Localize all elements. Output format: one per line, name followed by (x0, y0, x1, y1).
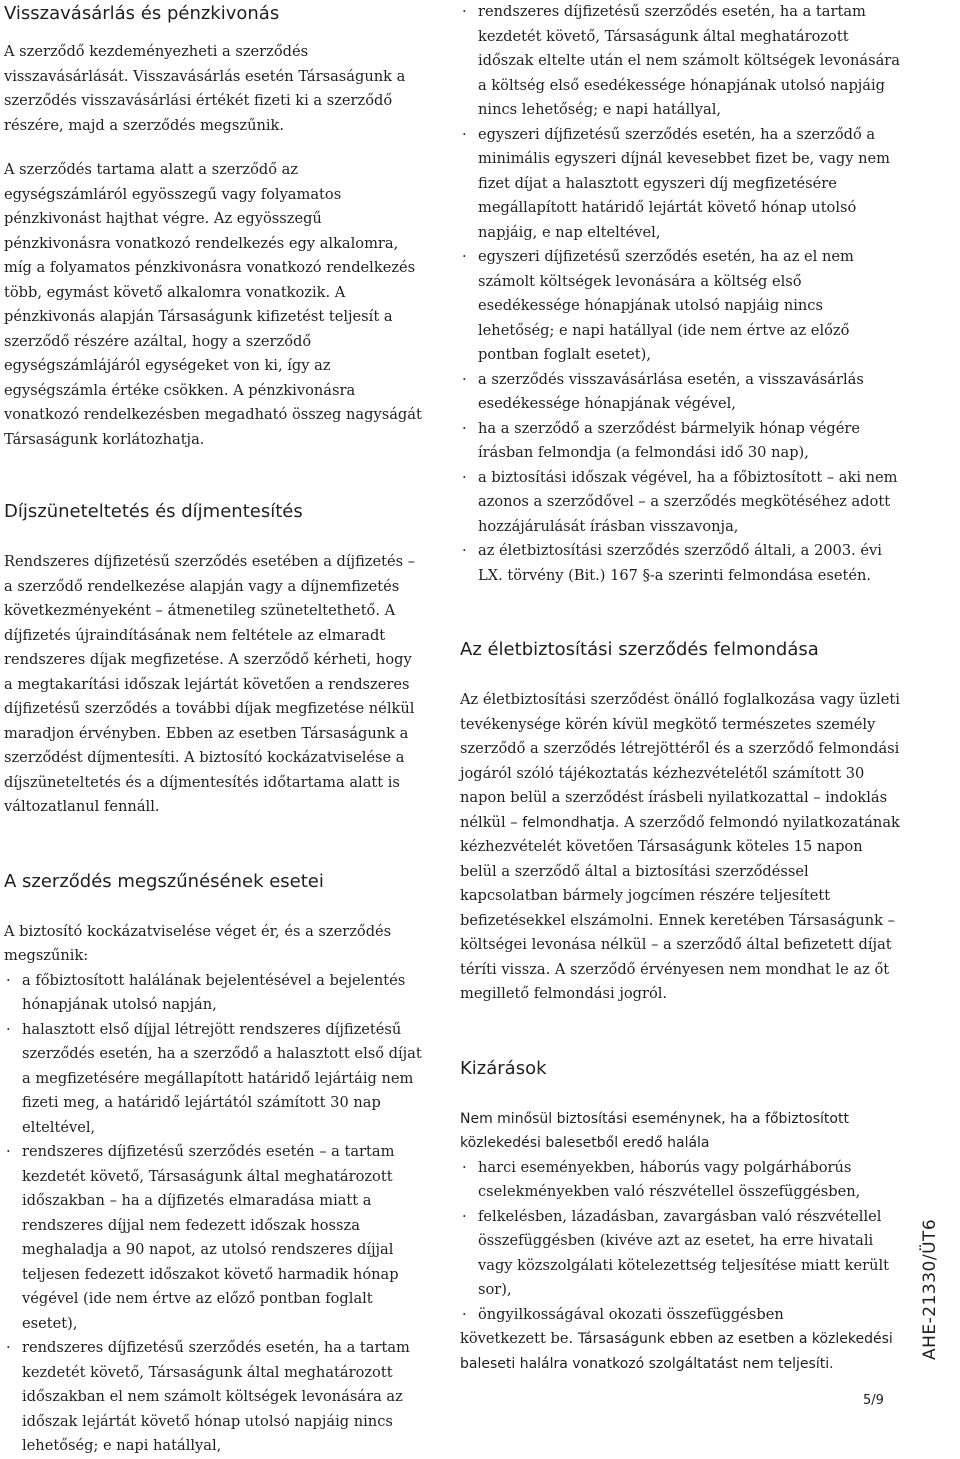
list-item: · rendszeres díjfizetésű szerződés esetén, ha a tartam kezdetét követő, Társaságunk által meghatározott időszakban el nem számolt költségek levonására az időszak lejártát követő hónap utolsó napjáig nincs lehetőség; e napi hatállyal, (4, 1336, 424, 1459)
bullet: · (6, 1339, 11, 1356)
list-item: · rendszeres díjfizetésű szerződés esetén – a tartam kezdetét követő, Társaságunk által meghatározott időszakban – ha a díjfizetés elmaradása miatt a rendszeres díjjal nem fedezett időszak hossza meghaladja a 90 napot, az utolsó rendszeres díjjal teljesen fedezett időszakot követő harmadik hónap végével (ide nem értve az előző pontban foglalt esetet), (4, 1140, 424, 1336)
bullet: · (462, 248, 467, 265)
paragraph: A szerződő kezdeményezheti a szerződés visszavásárlását. Visszavásárlás esetén Társaságunk a szerződés visszavásárlási értékét fizeti ki a szerződő részére, majd a szerződés megszűnik. (4, 43, 406, 134)
bullet: · (462, 1158, 467, 1176)
bullet: · (462, 3, 467, 20)
section-title-megszunes: A szerződés megszűnésének esetei (4, 870, 324, 892)
termination-list (4, 969, 424, 1459)
right-column (460, 0, 900, 1376)
list-item: · rendszeres díjfizetésű szerződés esetén, ha a tartam kezdetét követő, Társaságunk által meghatározott időszak eltelte után el nem számolt költségek levonására a költség első esedékessége hónapjának utolsó napjáig nincs lehetőség; e napi hatállyal, (460, 0, 900, 123)
bullet: · (462, 1207, 467, 1225)
bullet: · (462, 419, 467, 437)
list-item: · egyszeri díjfizetésű szerződés esetén, ha a szerződő a minimális egyszeri díjnál kevesebbet fizet be, vagy nem fizet díjat a halasztott egyszeri díj megfizetésére megállapított határidő lejártát követő hónap utolsó napjáig, e nap elteltével, (460, 123, 900, 246)
section-title-felmondas: Az életbiztosítási szerződés felmondása (460, 639, 819, 660)
bullet: · (462, 1305, 467, 1323)
bullet: · (6, 971, 11, 989)
list-item: · a szerződés visszavásárlása esetén, a visszavásárlás esedékessége hónapjának végével, (460, 368, 900, 417)
bullet: · (462, 542, 467, 559)
bullet: · (462, 125, 467, 143)
paragraph: Rendszeres díjfizetésű szerződés esetében a díjfizetés – a szerződő rendelkezése alapján vagy a díjnemfizetés következményeként – átmenetileg szüneteltethető. A díjfizetés újraindításának nem feltétele az elmaradt rendszeres díjak megfizetése. A szerződő kérheti, hogy a megtakarítási időszak lejártát követően a rendszeres díjfizetésű szerződés a további díjak megfizetése nélkül maradjon érvényben. Ebben az esetben Társaságunk a szerződést díjmentesíti. A biztosító kockázatviselése a díjszüneteltetés és a díjmentesítés időtartama alatt is változatlanul fennáll. (4, 553, 416, 815)
paragraph: A biztosító kockázatviselése véget ér, és a szerződés megszűnik: (4, 922, 392, 964)
list-item: · ha a szerződő a szerződést bármelyik hónap végére írásban felmondja (a felmondási idő 30 nap), (460, 417, 900, 466)
list-item: · az életbiztosítási szerződés szerződő általi, a 2003. évi LX. törvény (Bit.) 167 §-a szerinti felmondása esetén. (460, 539, 900, 588)
paragraph: Az életbiztosítási szerződést önálló foglalkozása vagy üzleti tevékenysége körén kívül megkötő természetes személy szerződő a szerződés létrejöttéről és a szerződő felmondási jogáról szóló tájékoztatás kézhezvételétől számított 30 napon belül a szerződést írásbeli nyilatkozattal – indoklás nélkül – felmondhatja. A szerződő felmondó nyilatkozatának kézhezvételét követően Társaságunk köteles 15 napon belül a szerződő által a biztosítási szerződéssel kapcsolatban bármely jogcímen részére teljesített befizetésekkel elszámolni. Ennek keretében Társaságunk – költségei levonása nélkül – a szerződő által befizetett díjat téríti vissza. A szerződő érvényesen nem mondhat le az őt megillető felmondási jogról. (460, 691, 900, 1002)
list-item: · halasztott első díjjal létrejött rendszeres díjfizetésű szerződés esetén, ha a szerződő a halasztott első díjat a megfizetésére megállapított határidő lejártáig nem fizeti meg, a határidő lejártától számított 30 nap elteltével, (4, 1018, 424, 1141)
left-column (4, 0, 424, 1459)
termination-list-continued (460, 0, 900, 588)
page-number: 5/9 (863, 1393, 884, 1408)
bullet: · (6, 1020, 11, 1038)
list-item: · felkelésben, lázadásban, zavargásban való részvétellel összefüggésben (kivéve azt az esetet, ha erre hivatali vagy közszolgálati kötelezettség teljesítése miatt került sor), (460, 1205, 900, 1303)
list-item: · öngyilkosságával okozati összefüggésben (460, 1303, 900, 1328)
list-item: · harci eseményekben, háborús vagy polgárháborús cselekményekben való részvétellel összefüggésben, (460, 1156, 900, 1205)
emphasis: Társaságunk ebben az esetben a közlekedési baleseti halálra vonatkozó szolgáltatást nem teljesíti. (460, 1331, 893, 1372)
bullet: · (462, 468, 467, 486)
list-item: · a főbiztosított halálának bejelentésével a bejelentés hónapjának utolsó napján, (4, 969, 424, 1018)
paragraph: következett be. Társaságunk ebben az esetben a közlekedési baleseti halálra vonatkozó szolgáltatást nem teljesíti. (460, 1330, 893, 1372)
section-title-visszavasarlas: Visszavásárlás és pénzkivonás (4, 3, 280, 24)
bullet: · (6, 1143, 11, 1160)
exclusions-list (460, 1156, 900, 1328)
document-code: AHE-21330/ÜT6 (920, 1218, 940, 1360)
exclusions-lead: Nem minősül biztosítási eseménynek, ha a főbiztosított közlekedési balesetből eredő halála (460, 1110, 849, 1151)
emphasis: felmondhatja. (522, 814, 620, 831)
section-title-kizarasok: Kizárások (460, 1057, 547, 1079)
list-item: · egyszeri díjfizetésű szerződés esetén, ha az el nem számolt költségek levonására a költség első esedékessége hónapjának utolsó napjáig nincs lehetőség; e napi hatállyal (ide nem értve az előző pontban foglalt esetet), (460, 245, 900, 368)
bullet: · (462, 370, 467, 388)
section-title-dijszuneteltetes: Díjszüneteltetés és díjmentesítés (4, 501, 303, 522)
paragraph: A szerződés tartama alatt a szerződő az egységszámláról egyösszegű vagy folyamatos pénzkivonást hajthat végre. Az egyösszegű pénzkivonásra vonatkozó rendelkezés egy alkalomra, míg a folyamatos pénzkivonásra vonatkozó rendelkezés több, egymást követő alkalomra vonatkozik. A pénzkivonás alapján Társaságunk kifizetést teljesít a szerződő részére azáltal, hogy a szerződő egységszámlájáról egységeket von ki, így az egységszámla értéke csökken. A pénzkivonásra vonatkozó rendelkezésben megadható összeg nagyságát Társaságunk korlátozhatja. (4, 161, 422, 448)
list-item: · a biztosítási időszak végével, ha a főbiztosított – aki nem azonos a szerződővel – a szerződés megkötéséhez adott hozzájárulását írásban visszavonja, (460, 466, 900, 540)
